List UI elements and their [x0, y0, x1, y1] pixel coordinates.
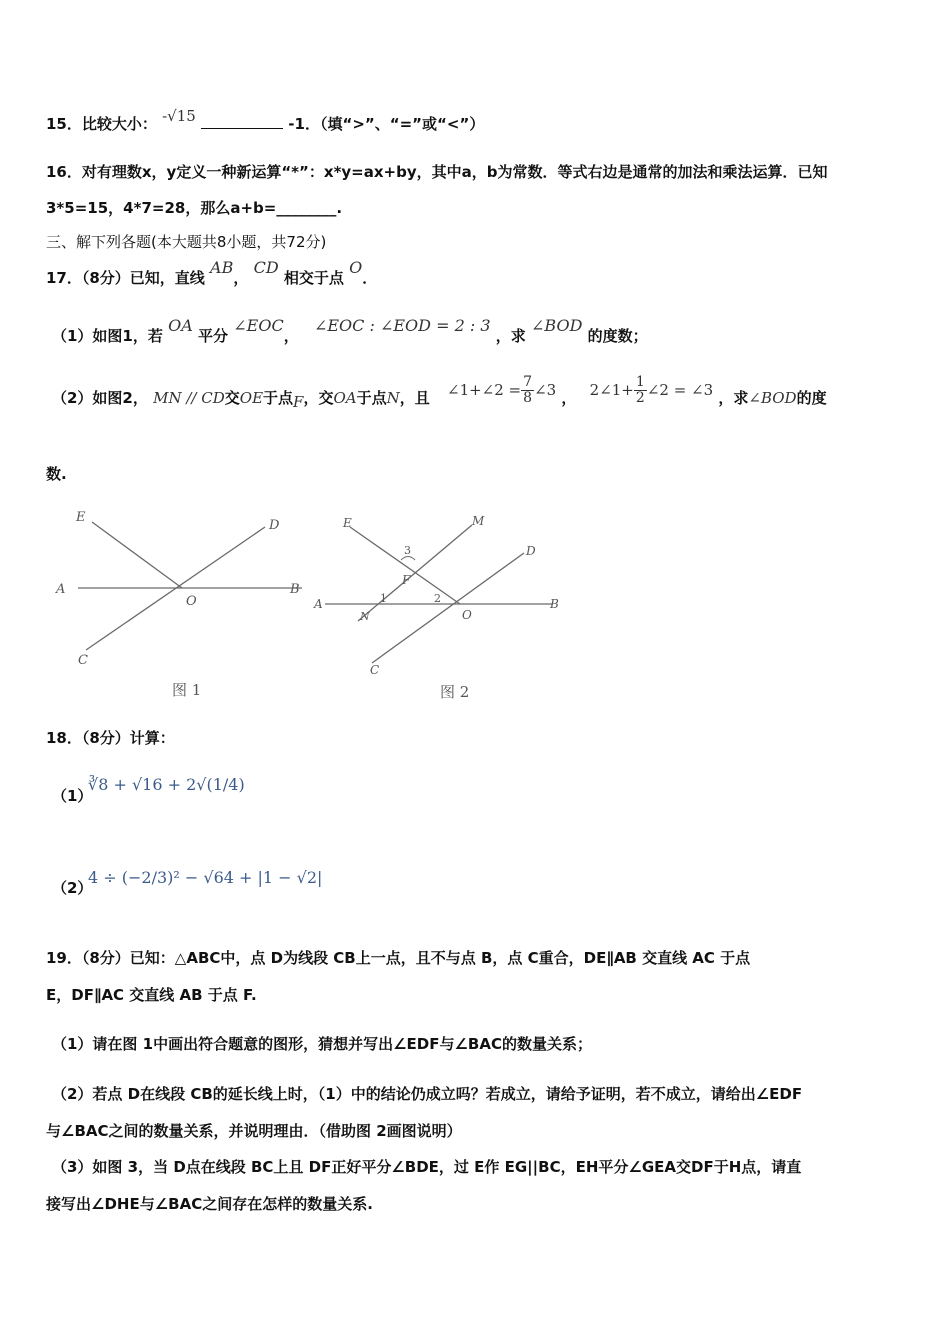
q19-line2: E，DF∥AC 交直线 AB 于点 F.: [46, 986, 257, 1004]
q17-angle-bod2: ∠BOD: [748, 389, 797, 407]
q17-eq2-num: 1: [635, 374, 645, 390]
fig2-label-m: M: [472, 514, 485, 528]
fig2-angle-3: 3: [404, 544, 411, 557]
fig2-label-e: E: [343, 516, 352, 530]
q16-line1: 16．对有理数x，y定义一种新运算“*”：x*y=ax+by，其中a，b为常数．等式右边是通常的加法和乘法运算．已知: [46, 163, 828, 181]
q17-eq1-right: ∠3: [534, 381, 557, 399]
q17-at-point: 于点: [263, 389, 294, 407]
q17-part1-ask: ，求: [495, 327, 526, 345]
fig2-ray-oe: [350, 527, 460, 604]
q18-part2-label: （2）: [52, 879, 93, 897]
q17-eq1-num: 7: [523, 374, 533, 390]
q17-part1: （1）如图1，若 OA 平分 ∠EOC， ∠EOC : ∠EOD = 2 : 3 ，求 ∠BOD 的度数；: [52, 316, 648, 345]
q17-ray-oa2: OA: [333, 389, 357, 407]
q17-eq2-right: ∠2 = ∠3: [646, 381, 714, 399]
q17-ray-oa: OA: [168, 316, 193, 335]
fig2-label-f: F: [402, 573, 411, 587]
q17-eq2-den: 2: [635, 390, 645, 406]
q17-equation-2: [589, 374, 719, 406]
q17-part2: （2）如图2， MN // CD交OE于点F，交OA于点N，且 ∠1+∠2 = $\frac{7}{8}$ ∠3 ， 2∠1+ $\frac{1}{2}$ ∠2 = ∠3 ，求∠BOD的度: [52, 374, 827, 411]
q15-tail: -1．（填“>”、“=”或“<”）: [288, 115, 485, 133]
q15-number: 15．比较大小：: [46, 115, 157, 133]
fig2-angle-1: 1: [380, 592, 387, 605]
q17-eq2-left: 2∠1+: [589, 381, 634, 399]
fig2-angle-3-arc: [401, 557, 415, 561]
q17-part2-pre: （2）如图2，: [52, 389, 148, 407]
q17-ratio: ∠EOC : ∠EOD = 2 : 3: [313, 316, 491, 335]
q19-part1: （1）请在图 1中画出符合题意的图形，猜想并写出∠EDF与∠BAC的数量关系；: [52, 1035, 592, 1053]
q17-part2-wrap: 数.: [46, 465, 67, 483]
q16-line2: 3*5=15，4*7=28，那么a+b=________.: [46, 199, 343, 217]
q17-bisect-text: 平分: [198, 327, 229, 345]
fig2-label-c: C: [370, 663, 380, 677]
q15-expr: -√15: [162, 107, 196, 125]
q19-line1: 19．（8分）已知：△ABC中，点 D为线段 CB上一点，且不与点 B，点 C重合，DE∥AB 交直线 AC 于点: [46, 949, 751, 967]
q19-part3-line1: （3）如图 3，当 D点在线段 BC上且 DF正好平分∠BDE，过 E作 EG||BC，EH平分∠GEA交DF于H点，请直: [52, 1158, 802, 1176]
fig2-label-d: D: [526, 544, 536, 558]
q17-point-n: N: [386, 389, 400, 407]
fig2-label-o: O: [462, 608, 472, 622]
q17-ray-oe: OE: [239, 389, 264, 407]
q17-part1-pre: （1）如图1，若: [52, 327, 163, 345]
q17-stem-pre: 17．（8分）已知，直线: [46, 269, 205, 287]
q17-angle-eoc: ∠EOC: [233, 316, 284, 335]
q17-line-ab: AB: [210, 258, 234, 277]
q18-part1-expression: ∛8 + √16 + 2√(1/4): [88, 775, 245, 794]
q18-part2-expression: 4 ÷ (−2/3)² − √64 + |1 − √2|: [88, 868, 323, 887]
q17-parallel-mn-cd: MN // CD: [153, 389, 225, 407]
q17-stem-mid: 相交于点: [283, 269, 344, 287]
q17-eq1-den: 8: [523, 390, 533, 406]
fig1-label-o: O: [186, 594, 197, 609]
q17-eq1-left: ∠1+∠2 =: [447, 381, 522, 399]
q17-cross-oa: ，交: [303, 389, 334, 407]
fig1-label-d: D: [269, 518, 280, 533]
fig2-caption: 图 2: [440, 683, 470, 701]
q17-part2-end: 的度: [796, 389, 827, 407]
fig1-ray-oe: [92, 522, 182, 588]
q17-cross-oe: 交: [224, 389, 240, 407]
q15-answer-blank[interactable]: [201, 114, 283, 129]
figure-2: [310, 505, 575, 710]
q17-part2-ask: ，求: [718, 389, 749, 407]
fig2-label-n: N: [360, 610, 370, 623]
fig2-label-a: A: [314, 597, 323, 611]
fig2-angle-2: 2: [434, 592, 441, 605]
q17-and: ，且: [399, 389, 430, 407]
figure-1: [40, 500, 330, 710]
q18-stem: 18．（8分）计算：: [46, 729, 175, 747]
q17-part1-end: 的度数；: [587, 327, 648, 345]
q18-part1-label: （1）: [52, 787, 93, 805]
fig1-label-b: B: [290, 582, 300, 597]
fig1-label-e: E: [76, 510, 86, 525]
q17-eq2-fraction: [634, 375, 647, 406]
fig2-line-cd: [372, 553, 524, 663]
fig2-label-b: B: [550, 597, 559, 611]
section-heading: 三、解下列各题(本大题共8小题，共72分): [46, 233, 327, 251]
q17-at-point2: 于点: [356, 389, 387, 407]
q15-line: [46, 107, 485, 134]
q17-eq1-fraction: [521, 375, 534, 406]
q17-stem: 17．（8分）已知，直线 AB， CD 相交于点 O．: [46, 258, 378, 287]
q17-point-f: F: [293, 393, 304, 411]
q17-point-o: O: [349, 258, 363, 277]
q17-line-cd: CD: [253, 258, 279, 277]
q19-part2-line1: （2）若点 D在线段 CB的延长线上时，（1）中的结论仍成立吗？若成立，请给予证明，若不成立，请给出∠EDF: [52, 1085, 803, 1103]
q19-part2-line2: 与∠BAC之间的数量关系，并说明理由．（借助图 2画图说明）: [46, 1122, 462, 1140]
fig1-label-c: C: [78, 653, 88, 668]
fig1-label-a: A: [56, 582, 66, 597]
q17-equation-1: [447, 374, 561, 406]
q17-angle-bod: ∠BOD: [530, 316, 583, 335]
fig1-caption: 图 1: [172, 681, 202, 699]
q19-part3-line2: 接写出∠DHE与∠BAC之间存在怎样的数量关系.: [46, 1195, 373, 1213]
